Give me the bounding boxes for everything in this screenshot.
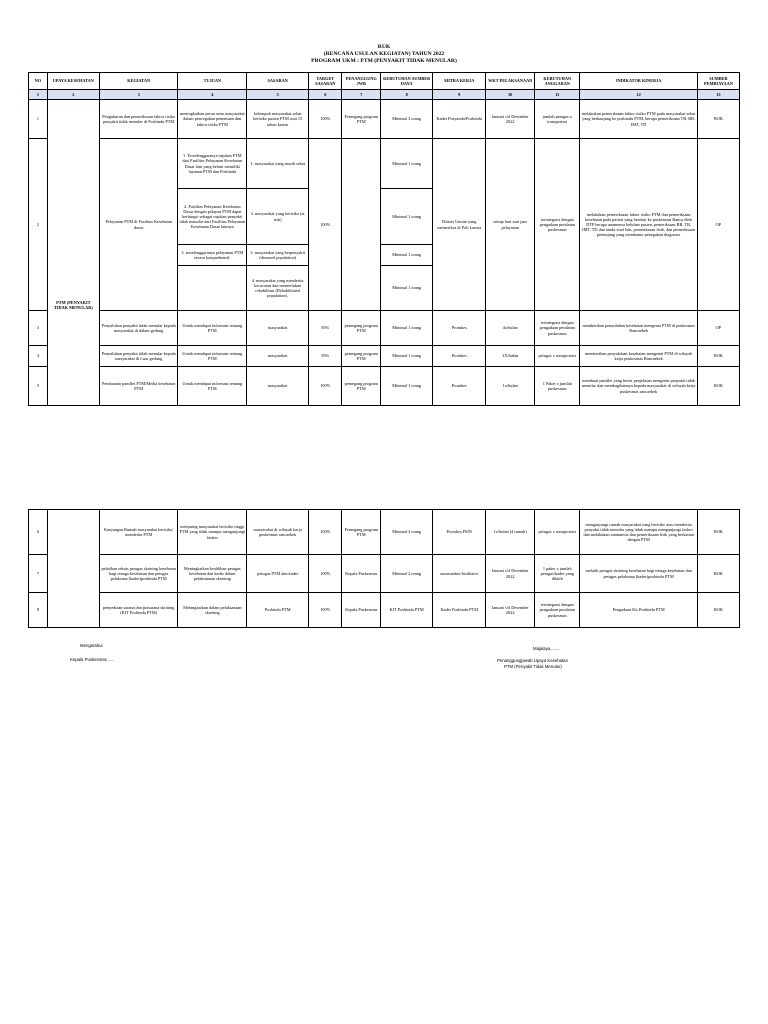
row-sumber-daya: Minimal 3 orang (381, 100, 433, 139)
row-pembiayaan: BOK (697, 367, 739, 406)
row-kegiatan: Pengukuran dan pemeriksaan faktor risiko penyakit tidak menular di Posbindu PTM (99, 100, 178, 139)
row-indikator: memberikan penyuluhan kesehatan mengenai PTM di puskesmas Rancaekek (580, 311, 697, 346)
row-sasaran: masyarakat (247, 311, 309, 346)
header-kebutuhan-anggaran: KEBUTUHAN ANGGARAN (535, 73, 580, 90)
row-sumber-daya: Minimal 2 orang (381, 510, 433, 555)
header-target-sasaran: TARGET SASARAN (309, 73, 342, 90)
row-kegiatan: Penyuluhan penyakit tidak menular kepada masyarakat di dalam gedung (99, 311, 178, 346)
row-tujuan: menjaring masyarakat berisiko tinggi PTM yang tidak mampu mengunjungi faskes (178, 510, 247, 555)
row-target: 85% (309, 346, 342, 367)
row-kegiatan: penyediaan sarana dan prasarana skrining (KIT Posbindu PTM) (99, 593, 178, 628)
row-indikator: membuat pamflet yang berisi penjelasan mengenai penyakit tidak menular dan membagikannya kepada masyarakat di wilayah kerja puskesmas rancaekek (580, 367, 697, 406)
row-waktu: 2X/bulan (486, 346, 535, 367)
row-anggaran: terintegrasi dengan pengadaan peralatan puskesmas (535, 311, 580, 346)
ruk-table-main (28, 72, 740, 406)
row-sasaran: masyarakat di wilayah kerja puskesmas rancaekek (247, 510, 309, 555)
table-row (29, 593, 740, 628)
row-sasaran: petugas PTM dan kader (247, 555, 309, 593)
col-number: 4 (178, 90, 247, 100)
row-indikator: mengunjungi rumah masyarakat yang berisiko atau menderita penyakit tidak menular yang tidak mampu mengunjungi faskes dan melakukan anamnesis dan pemeriksaan fisik yang berkaitan dengan PTM (580, 510, 697, 555)
row-target: 100% (309, 139, 342, 311)
row-kegiatan: Penyuluhan penyakit tidak menular kepada masyarakat di Luar gedung (99, 346, 178, 367)
row-tujuan: Meningkatkan dalam pelaksanaan skrening (178, 593, 247, 628)
row-anggaran: petugas x transportasi (535, 510, 580, 555)
table-row (29, 311, 740, 346)
col-number: 2 (47, 90, 99, 100)
row-penanggung-jawab: Pemegang program PTM (342, 100, 381, 139)
col-number: 12 (580, 90, 697, 100)
row-mitra: Dokter Umum yang memeriksa di Poli Lansia (433, 139, 486, 311)
row-sasaran: 3. masyarakat yang berpenyakit (diseased population) (247, 245, 309, 266)
table-row (29, 139, 740, 189)
header-kebutuhan-sumber-daya: KEBUTUHAN SUMBER DAYA (381, 73, 433, 90)
col-number: 8 (381, 90, 433, 100)
row-kegiatan: Pelayanan PTM di Fasilitas Kesehatan dasar (99, 139, 178, 311)
row-no: 3 (29, 311, 48, 346)
row-indikator: memberikan penyuluhan kesehatan mengenai PTM di wilayah kerja puskesmas Rancaekek (580, 346, 697, 367)
col-number: 11 (535, 90, 580, 100)
row-pembiayaan: BOK (697, 346, 739, 367)
row-penanggung-jawab: pemegang program PTM (342, 346, 381, 367)
row-mitra: Kader Posyandu/Posbindu (433, 100, 486, 139)
row-mitra: Kader Posbindu PTM (433, 593, 486, 628)
header-no: NO (29, 73, 48, 90)
row-tujuan: 3. terselenggaranya pelayanan PTM secara komprehensif. (178, 245, 247, 266)
row-anggaran: 1 Paket x jumlah puskesmas (535, 367, 580, 406)
ruk-table-continued (28, 509, 740, 628)
row-pembiayaan: BOK (697, 100, 739, 139)
signature-left-title: Mengetahui (80, 643, 103, 648)
upaya-kesehatan-cell (47, 510, 99, 628)
header-kegiatan: KEGIATAN (99, 73, 178, 90)
signature-right-role: Penanggungjawab Upaya Kesehatan (497, 658, 568, 663)
row-waktu: Januari s/d Desember 2022 (486, 100, 535, 139)
col-number: 6 (309, 90, 342, 100)
row-indikator: melakukan pemeriksaan faktor risiko PTM pada masyarakat sehat yang berkunjung ke posbindu PTM, berupa pemeriksaan TB, BB, IMT, TD (580, 100, 697, 139)
header-waktu-pelaksanaan: WKT PELAKSANAAN (486, 73, 535, 90)
row-waktu: 1x/bulan (4 rumah) (486, 510, 535, 555)
row-sumber-daya: Minimal 1 orang (381, 189, 433, 245)
row-waktu: setiap hari saat jam pelayanan (486, 139, 535, 311)
header-upaya-kesehatan: UPAYA KESEHATAN (47, 73, 99, 90)
row-kegiatan: Pembuatan pamflet PTM/Media kesehatan PTM (99, 367, 178, 406)
row-tujuan: Meningkatkan keahlihan petugas kesehatan dan kader dalam pelaksanaan skrening (178, 555, 247, 593)
row-mitra: Promkes (433, 346, 486, 367)
col-number: 3 (99, 90, 178, 100)
col-number: 9 (433, 90, 486, 100)
row-waktu: Januari s/d Desember 2022 (486, 593, 535, 628)
row-mitra: Promkes (433, 311, 486, 346)
row-pembiayaan: BOK (697, 510, 739, 555)
row-penanggung-jawab (342, 139, 381, 311)
header-sumber-pembiayaan: SUMBER PEMBIAYAAN (697, 73, 739, 90)
col-number: 1 (29, 90, 48, 100)
row-waktu: 1x/bulan (486, 367, 535, 406)
row-target: 85% (309, 311, 342, 346)
row-anggaran: terintegrasi dengan pengadaan peralatan puskesmas (535, 139, 580, 311)
row-no: 5 (29, 367, 48, 406)
header-mitra-kerja: MITRA KERJA (433, 73, 486, 90)
table-row (29, 555, 740, 593)
document-title-line-3: PROGRAM UKM : PTM (PENYAKIT TIDAK MENULAR) (311, 58, 457, 64)
row-sasaran: masyarakat (247, 346, 309, 367)
row-target: 100% (309, 100, 342, 139)
row-anggaran: terintegrasi dengan pengadaan peralatan puskesmas (535, 593, 580, 628)
table-row (29, 346, 740, 367)
row-penanggung-jawab: Kepala Puskesmas (342, 555, 381, 593)
row-sumber-daya: Minimal 1 orang (381, 245, 433, 266)
row-mitra: Promkes (433, 367, 486, 406)
table-row (29, 367, 740, 406)
signature-left-role: Kepala Puskesmas ..... (70, 657, 114, 662)
row-sasaran: Posbindu PTM (247, 593, 309, 628)
row-pembiayaan: BOK (697, 555, 739, 593)
row-target: 100% (309, 367, 342, 406)
row-anggaran: jumlah petugas x transportasi (535, 100, 580, 139)
row-anggaran: petugas x transportasi (535, 346, 580, 367)
row-tujuan: 2. Fasilitas Pelayanan Kesehatan Dasar dengan pelayan PTM dapat berfungsi sebagai rujukan penyakit tidak menular dari Fasilitas Pelayanan Kesehatan Dasar lainnya (178, 189, 247, 245)
row-kegiatan: pelatihan teknis petugas skrining kesehatan bagi tenaga kesehatan dan petugas pelaksana (kader)posbindu PTM (99, 555, 178, 593)
signature-right-title: Majalaya,....... (533, 646, 560, 651)
row-tujuan: Untuk mendapat informasi tentang PTM (178, 311, 247, 346)
table-header-row (29, 73, 740, 90)
col-number: 7 (342, 90, 381, 100)
header-indikator-kinerja: INDIKATOR KINERJA (580, 73, 697, 90)
row-waktu: 4x/bulan (486, 311, 535, 346)
col-number: 5 (247, 90, 309, 100)
column-number-row (29, 90, 740, 100)
row-tujuan: 1. Terselenggaranya rujukan PTM dari Fasilitas Pelayanan Kesehatan Dasar lain yang belum memiliki layanan PTM dan Posbindu (178, 139, 247, 189)
row-waktu: Januari s/d Desember 2022 (486, 555, 535, 593)
row-no: 4 (29, 346, 48, 367)
row-no: 1 (29, 100, 48, 139)
row-sasaran: 4. masyarakat yang menderita kecacatan dan memerlukan rehabilitasi (Rehabilitated population). (247, 266, 309, 311)
row-penanggung-jawab: pemegang program PTM (342, 367, 381, 406)
document-title-line-2: (RENCANA USULAN KEGIATAN) TAHUN 2022 (323, 51, 445, 57)
upaya-kesehatan-cell: PTM (PENYAKIT TIDAK MENULAR) (47, 100, 99, 406)
row-indikator: melakukan pemeriksaan faktor risiko PTM dan pemeriksaan kesehatan pada pasien yang berobat ke puskesmas Ranca ekek DTP berupa anamnesa keluhan pasien, pemeriksaan BB, TB, IMT, TD dan tanda vital lain, pemeriksaan fisik, dan pemeriksaan penunjang yang membantu penegakan diagnosis (580, 139, 697, 311)
row-no: 2 (29, 139, 48, 311)
row-indikator: Pengadaan Kit Posbindu PTM (580, 593, 697, 628)
row-anggaran: 1 paket x jumlah petugas/kader yang dilatih (535, 555, 580, 593)
col-number: 13 (697, 90, 739, 100)
row-sumber-daya: Minimal 2 orang (381, 555, 433, 593)
row-pembiayaan: OP (697, 139, 739, 311)
row-sasaran: 2. masyarakat yang berisiko (at risk) (247, 189, 309, 245)
row-sumber-daya: KIT Posbindu PTM (381, 593, 433, 628)
row-penanggung-jawab: pemegang program PTM (342, 311, 381, 346)
row-pembiayaan: OP (697, 311, 739, 346)
table-row (29, 510, 740, 555)
header-penanggung-jawab: PENANGGUNG JWB (342, 73, 381, 90)
header-sasaran: SASARAN (247, 73, 309, 90)
row-mitra: narasumber/fasilitator (433, 555, 486, 593)
row-tujuan (178, 266, 247, 311)
table-row (29, 100, 740, 139)
signature-right-subtitle: PTM (Penyakit Tidak Menular) (504, 664, 562, 669)
row-mitra: Promkes,PSIN (433, 510, 486, 555)
row-tujuan: Untuk mendapat informasi tentang PTM (178, 367, 247, 406)
row-sasaran: 1. masyarakat yang masih sehat (247, 139, 309, 189)
row-indikator: melatih petugas skrining kesehatan bagi tenaga kesehatan dan petugas pelaksana (kader)posbindu PTM (580, 555, 697, 593)
row-target: 100% (309, 555, 342, 593)
row-kegiatan: Kunjungan Rumah masyarakat berisiko/ menderita PTM (99, 510, 178, 555)
row-no: 7 (29, 555, 48, 593)
row-sasaran: masyarakat (247, 367, 309, 406)
document-title-line-1: RUK (377, 44, 391, 50)
row-sumber-daya: Minimal 1 orang (381, 346, 433, 367)
row-target: 100% (309, 510, 342, 555)
col-number: 10 (486, 90, 535, 100)
row-tujuan: Untuk mendapat informasi tentang PTM (178, 346, 247, 367)
row-penanggung-jawab: Pemegang program PTM (342, 510, 381, 555)
row-tujuan: meningkatkan peran serta masyarakat dalam pencegahan penemuan dini faktor risiko PTM (178, 100, 247, 139)
row-sasaran: kelompok masyarakat sehat berisiko pasien PTM usia 15 tahun keatas (247, 100, 309, 139)
row-no: 8 (29, 593, 48, 628)
row-sumber-daya: Minimal 1 orang (381, 367, 433, 406)
row-target: 100% (309, 593, 342, 628)
row-sumber-daya: Minimal 1 orang (381, 139, 433, 189)
header-tujuan: TUJUAN (178, 73, 247, 90)
row-penanggung-jawab: Kepala Puskesmas (342, 593, 381, 628)
row-sumber-daya: Minimal 1 orang (381, 311, 433, 346)
row-sumber-daya: Minimal 1 orang (381, 266, 433, 311)
row-pembiayaan: BOK (697, 593, 739, 628)
row-no: 6 (29, 510, 48, 555)
